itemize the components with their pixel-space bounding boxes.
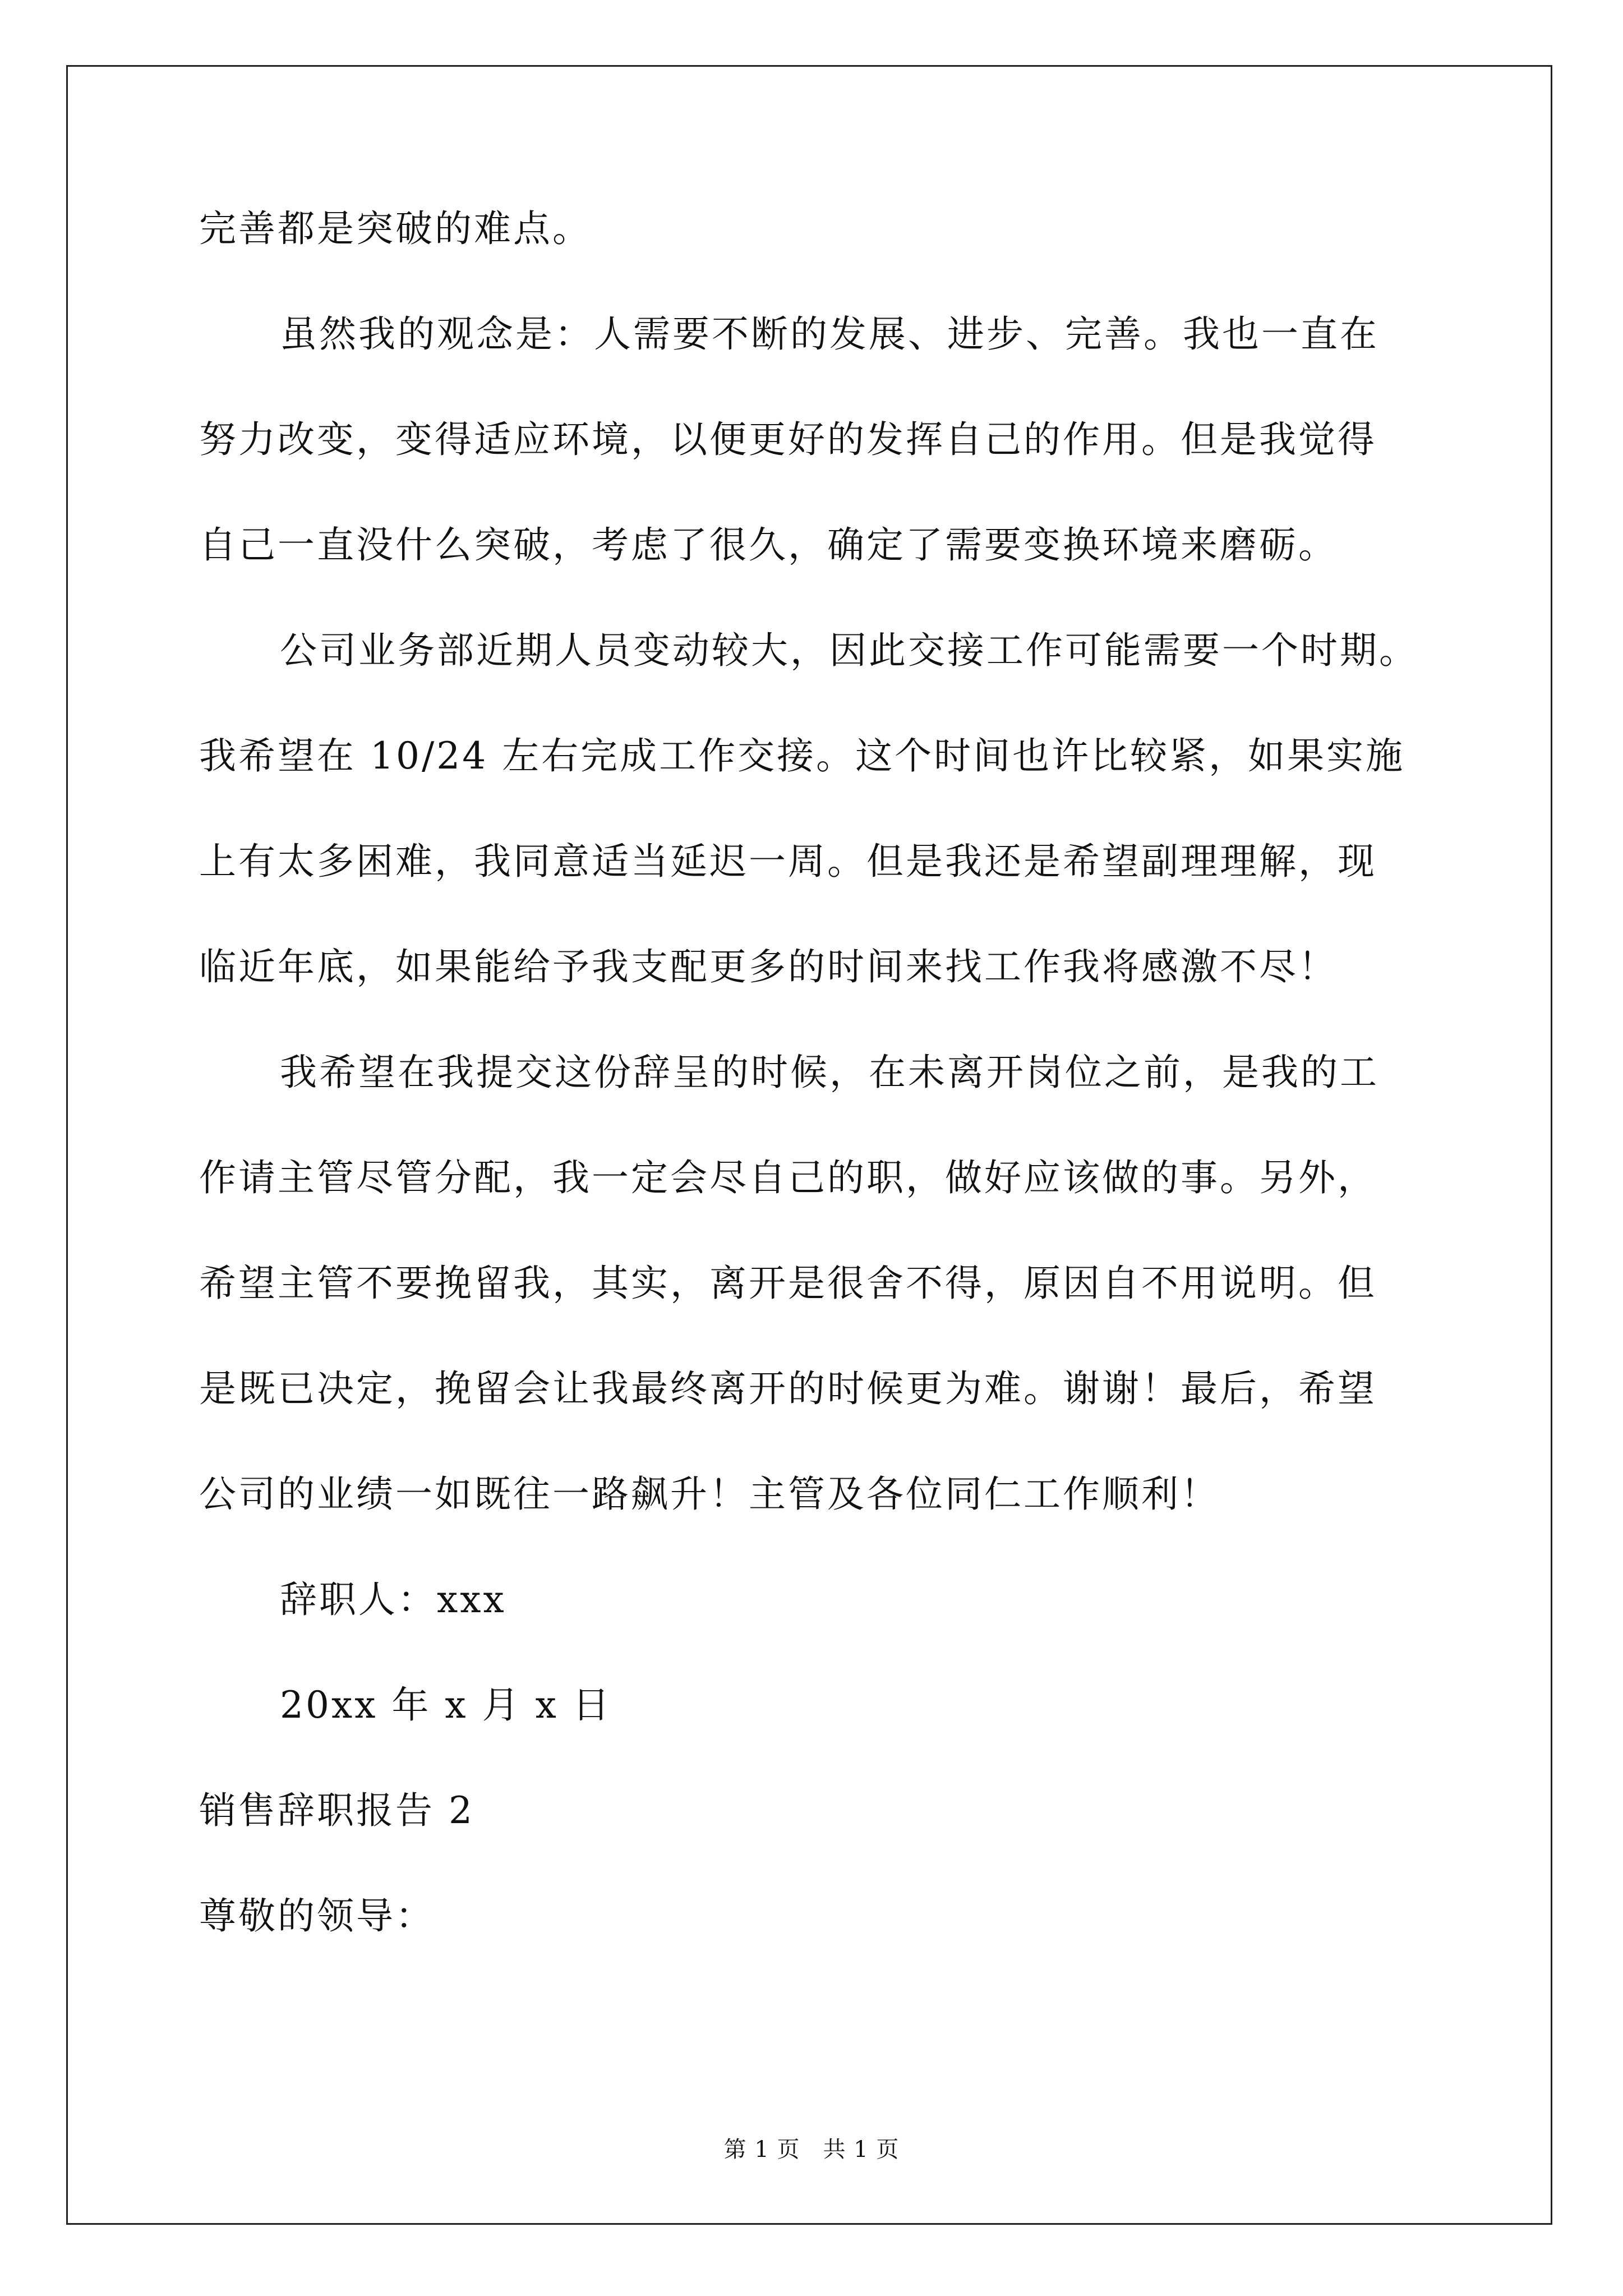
paragraph-line: 公司业务部近期人员变动较大，因此交接工作可能需要一个时期。 [280, 629, 1418, 672]
paragraph-line: 自己一直没什么突破，考虑了很久，确定了需要变换环境来磨砺。 [199, 523, 1338, 567]
page-footer: 第 1 页 共 1 页 [723, 2137, 900, 2162]
paragraph-line: 完善都是突破的难点。 [199, 207, 592, 250]
paragraph-line: 希望主管不要挽留我，其实，离开是很舍不得，原因自不用说明。但 [199, 1262, 1377, 1305]
paragraph-line: 上有太多困难，我同意适当延迟一周。但是我还是希望副理理解，现 [199, 840, 1377, 883]
paragraph-line: 作请主管尽管分配，我一定会尽自己的职，做好应该做的事。另外， [199, 1156, 1377, 1199]
salutation-line: 尊敬的领导： [199, 1894, 435, 1938]
paragraph-line: 我希望在 10/24 左右完成工作交接。这个时间也许比较紧，如果实施 [199, 734, 1405, 777]
paragraph-line: 努力改变，变得适应环境，以便更好的发挥自己的作用。但是我觉得 [199, 418, 1377, 461]
section-heading: 销售辞职报告 2 [199, 1789, 474, 1832]
paragraph-line: 临近年底，如果能给予我支配更多的时间来找工作我将感激不尽！ [199, 945, 1338, 988]
date-line: 20xx 年 x 月 x 日 [280, 1683, 612, 1727]
signature-line: 辞职人：xxx [280, 1578, 506, 1621]
paragraph-line: 公司的业绩一如既往一路飙升！主管及各位同仁工作顺利！ [199, 1473, 1220, 1516]
paragraph-line: 虽然我的观念是：人需要不断的发展、进步、完善。我也一直在 [280, 312, 1379, 356]
paragraph-line: 我希望在我提交这份辞呈的时候，在未离开岗位之前，是我的工 [280, 1051, 1379, 1094]
paragraph-line: 是既已决定，挽留会让我最终离开的时候更为难。谢谢！最后，希望 [199, 1367, 1377, 1410]
